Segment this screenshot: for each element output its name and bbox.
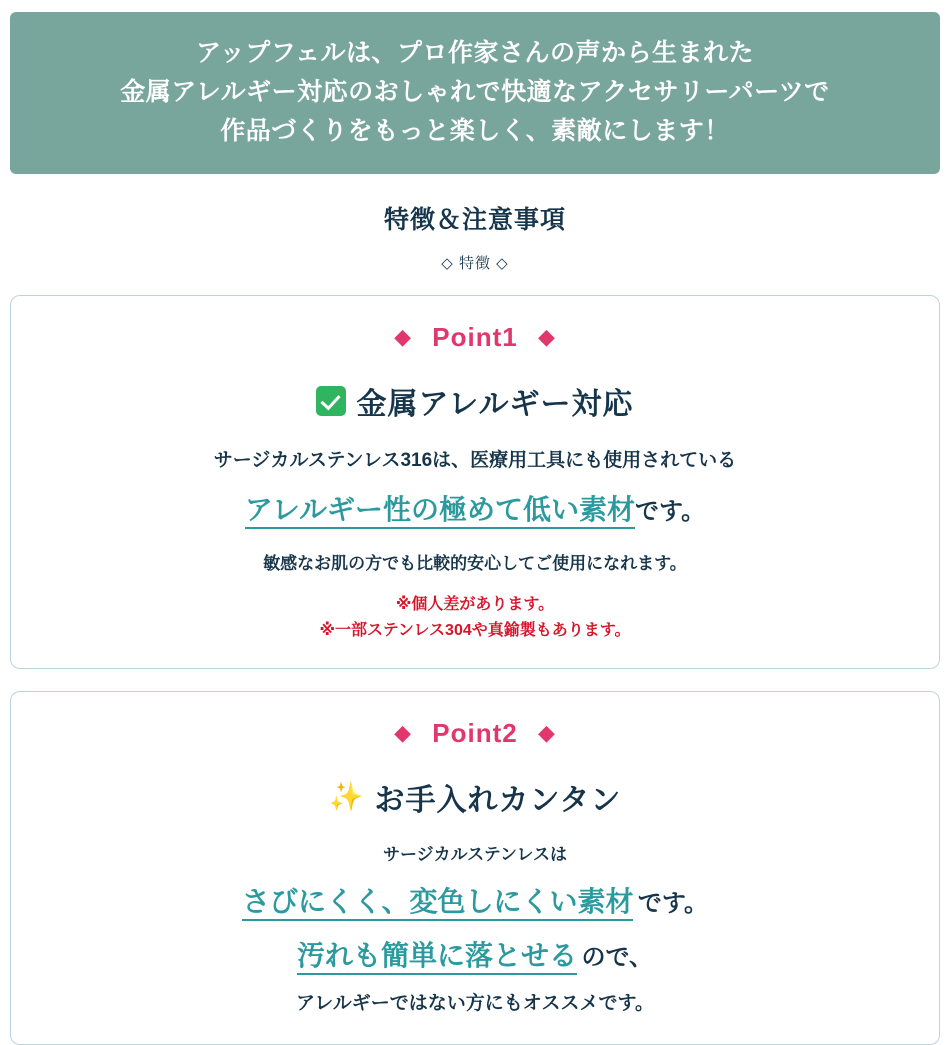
hero-line-1: アップフェルは、プロ作家さんの声から生まれた bbox=[195, 39, 754, 67]
point1-body-1: サージカルステンレス316は、医療用工具にも使用されている bbox=[213, 450, 737, 472]
point2-highlight-row-2 bbox=[35, 934, 915, 974]
point2-highlight-2-suffix: ので、 bbox=[581, 943, 653, 971]
hero-banner bbox=[10, 12, 940, 174]
point2-headline bbox=[35, 775, 915, 819]
point1-label-text: Point1 bbox=[432, 322, 518, 353]
point2-body-2: アレルギーではない方にもオススメです。 bbox=[295, 992, 655, 1014]
point2-body-1: サージカルステンレスは bbox=[382, 844, 568, 864]
point2-highlight-1-suffix: です。 bbox=[637, 889, 708, 917]
point1-body-2: 敏感なお肌の方でも比較的安心してご使用になれます。 bbox=[263, 553, 687, 573]
point2-highlight-1: さびにくく、変色しにくい素材 bbox=[242, 886, 633, 921]
point2-highlight-2: 汚れも簡単に落とせる bbox=[297, 940, 577, 975]
green-check-icon bbox=[316, 386, 346, 416]
point2-headline-text: お手入れカンタン bbox=[374, 783, 622, 817]
point1-label bbox=[35, 322, 915, 353]
diamond-right-icon: ◆ bbox=[537, 719, 556, 745]
sparkles-icon: ✨ bbox=[328, 781, 365, 813]
point1-headline-text: 金属アレルギー対応 bbox=[356, 388, 634, 422]
section-subtitle: ◇ 特徴 ◇ bbox=[441, 255, 509, 273]
diamond-left-icon: ◆ bbox=[394, 719, 413, 745]
point2-label-text: Point2 bbox=[432, 717, 518, 748]
point1-note-1: ※個人差があります。 bbox=[395, 596, 555, 614]
diamond-right-icon: ◆ bbox=[537, 324, 556, 350]
point2-card bbox=[10, 691, 940, 1045]
point1-highlight-suffix: です。 bbox=[635, 497, 706, 525]
hero-line-2: 金属アレルギー対応のおしゃれで快適なアクセサリーパーツで bbox=[120, 77, 830, 106]
point1-card bbox=[10, 295, 940, 668]
diamond-left-icon: ◆ bbox=[394, 324, 413, 350]
point2-label bbox=[35, 718, 915, 749]
point1-highlight-row bbox=[35, 488, 915, 528]
section-title: 特徴＆注意事項 bbox=[383, 206, 566, 235]
point2-highlight-row-1 bbox=[35, 880, 915, 920]
point1-note-2: ※一部ステンレス304や真鍮製もあります。 bbox=[319, 622, 631, 640]
hero-line-3: 作品づくりをもっと楽しく、素敵にします！ bbox=[220, 116, 730, 145]
point1-headline bbox=[35, 379, 915, 423]
point1-highlight: アレルギー性の極めて低い素材 bbox=[245, 494, 635, 529]
